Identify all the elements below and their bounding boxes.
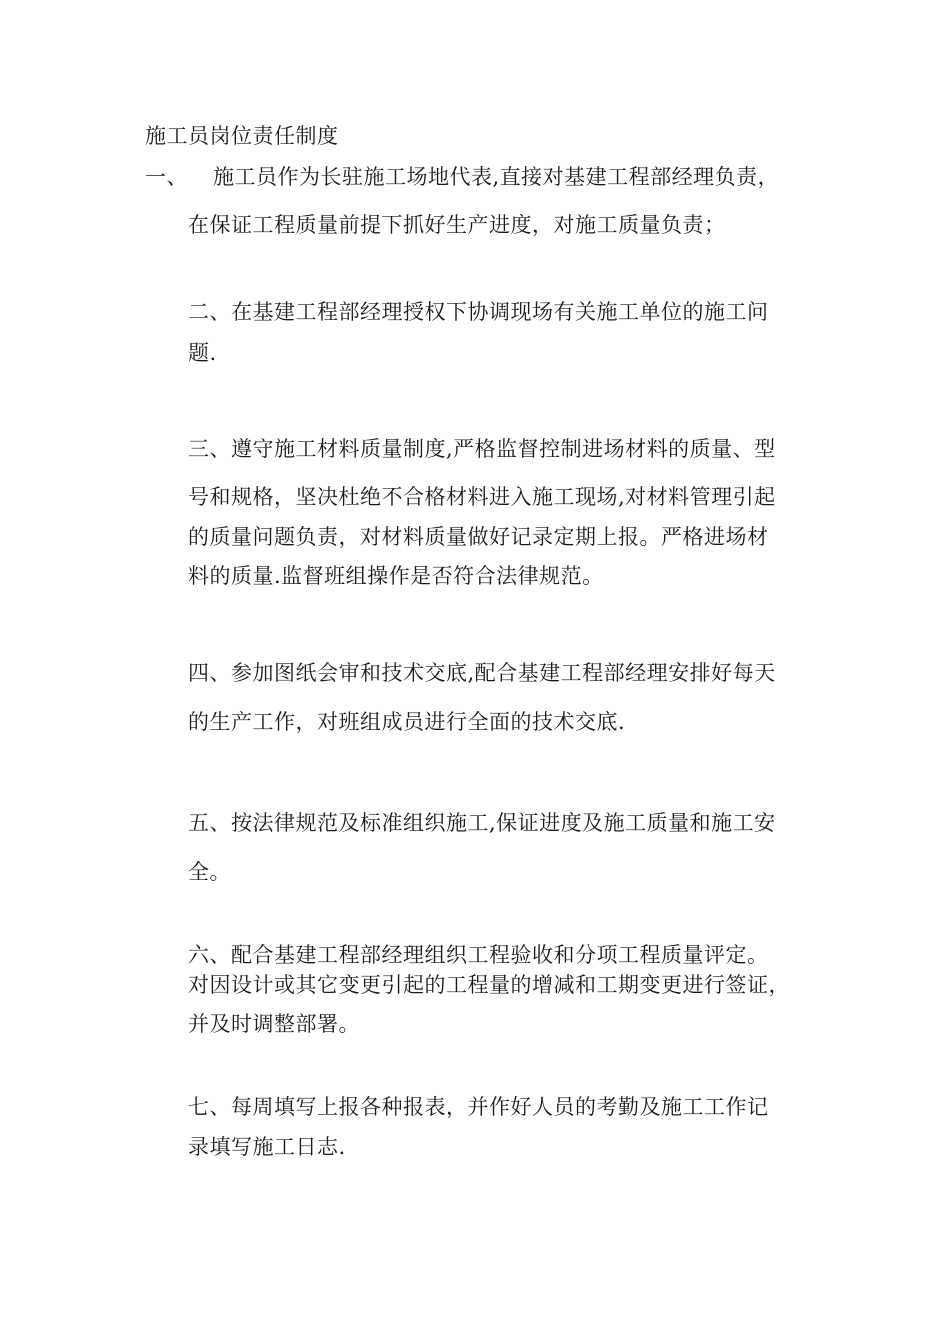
item-3-line-4: 料的质量.监督班组操作是否符合法律规范。 (188, 564, 604, 588)
item-3-line-1: 三、遵守施工材料质量制度,严格监督控制进场材料的质量、型 (188, 437, 776, 461)
item-1-number: 一、 (145, 165, 188, 189)
item-7-line-1: 七、每周填写上报各种报表，并作好人员的考勤及施工工作记 (188, 1095, 769, 1119)
item-6-line-3: 并及时调整部署。 (188, 1012, 360, 1036)
item-2-line-2: 题. (188, 341, 217, 365)
item-3-line-2: 号和规格，坚决杜绝不合格材料进入施工现场,对材料管理引起 (188, 485, 776, 509)
item-2-line-1: 二、在基建工程部经理授权下协调现场有关施工单位的施工问 (188, 300, 769, 324)
item-4-line-1: 四、参加图纸会审和技术交底,配合基建工程部经理安排好每天 (188, 661, 776, 685)
item-4-line-2: 的生产工作，对班组成员进行全面的技术交底. (188, 710, 626, 734)
item-1-line-2: 在保证工程质量前提下抓好生产进度，对施工质量负责； (188, 213, 726, 237)
item-5-line-2: 全。 (188, 860, 231, 884)
item-6-line-2: 对因设计或其它变更引起的工程量的增减和工期变更进行签证， (188, 973, 790, 997)
item-3-line-3: 的质量问题负责，对材料质量做好记录定期上报。严格进场材 (188, 525, 769, 549)
document-title: 施工员岗位责任制度 (145, 124, 339, 148)
item-1-line-1: 施工员作为长驻施工场地代表,直接对基建工程部经理负责， (213, 165, 780, 189)
item-6-line-1: 六、配合基建工程部经理组织工程验收和分项工程质量评定。 (188, 943, 769, 967)
item-5-line-1: 五、按法律规范及标准组织施工,保证进度及施工质量和施工安 (188, 811, 776, 835)
item-7-line-2: 录填写施工日志. (188, 1135, 346, 1159)
